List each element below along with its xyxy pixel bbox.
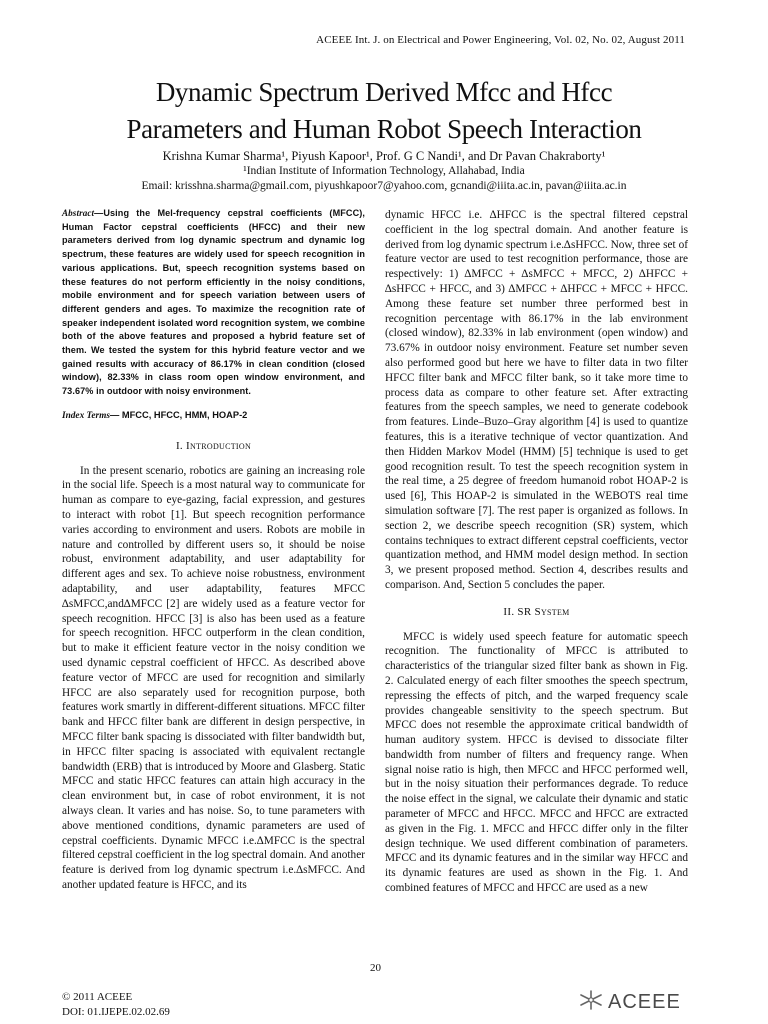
author-emails: Email: krisshna.sharma@gmail.com, piyushkapoor7@yahoo.com, gcnandi@iiita.ac.in, pavan@iiita.ac.in [141, 180, 627, 192]
publisher-logo [578, 989, 681, 1016]
abstract-text: —Using the Mel-frequency cepstral coefficients (MFCC), Human Factor cepstral coefficients (HFCC) and their new parameters derived from log dynamic spectrum and dynamic log spectrum, these features are widely used for speech recognition in various applications. But, speech recognition systems based on these features do not perform efficiently in the noisy conditions, mobile environment and for speech variation between users of different genders and ages. To maximize the recognition rate of speaker independent isolated word recognition system, we combine both of the above features and proposed a hybrid feature set of them. We tested the system for this hybrid feature vector and we gained results with accuracy of 86.17% in clean condition (closed window), 82.33% in class room open window environment, and 73.67% in outdoor with noisy environment. [62, 208, 365, 397]
abstract [62, 207, 365, 399]
copyright: © 2011 ACEEE [62, 991, 133, 1003]
left-column [62, 207, 365, 893]
affiliation: ¹Indian Institute of Information Technology, Allahabad, India [243, 165, 525, 177]
title-line-1: Dynamic Spectrum Derived Mfcc and Hfcc [155, 77, 613, 107]
paper-title [60, 74, 708, 148]
sr-system-paragraph: MFCC is widely used speech feature for automatic speech recognition. The functionality of MFCC is attributed to characteristics of the triangular sized filter bank as shown in Fig. 2. Calculated energy of each filter smoothes the speech spectrum, repressing the effects of pitch, and the warped frequency scale provides changeable sensitivity to the speech spectrum. But MFCC does not resemble the approximate critical bandwidth of human auditory system. HFCC is devised to dissociate filter bandwidth from number of filters and frequency range. When signal noise ratio is high, then MFCC and HFCC performed well, but in the noisy situation their performances degrade. To reduce the noise effect in the signal, we calculate their dynamic and static parameter of MFCC and HFCC. MFCC and HFCC are extracted as given in the Fig. 1. MFCC and HFCC differ only in the filter design technique. We used different combination of parameters. MFCC and its dynamic features and in the similar way HFCC and its dynamic features are used as shown in the Fig. 1. And combined features of MFCC and HFCC are used as a new [385, 630, 688, 895]
author-list: Krishna Kumar Sharma¹, Piyush Kapoor¹, Prof. G C Nandi¹, and Dr Pavan Chakraborty¹ [162, 149, 606, 163]
title-line-2: Parameters and Human Robot Speech Interaction [126, 114, 642, 144]
page-number: 20 [370, 962, 381, 974]
doi: DOI: 01.IJEPE.02.02.69 [62, 1006, 170, 1018]
abstract-label: Abstract [62, 208, 95, 218]
intro-paragraph: In the present scenario, robotics are gaining an increasing role in the social life. Speech is a most natural way to communicate for human as compare to eye-gazing, facial expression, and gestures to interact with robot [1]. But speech recognition performance varies according to environment and users. Robots are mobile in nature and controlled by different users so, it should be noise robust, environment adaptability, and user adaptability for different ages and sex. To achieve noise robustness, environment adaptability, and user adaptability, features MFCC ∆sMFCC,and∆MFCC [2] are widely used as a feature vector for speech recognition. HFCC [3] is also has been used as a feature for speech recognition. HFCC outperform in the clean condition, but to make it efficient feature vector in the noisy condition we used dynamic cepstral coefficient of HFCC. As described above feature vector of MFCC are used for recognition and similarly HFCC are also separately used for recognition purpose, both features work smartly in different-different situations. MFCC filter bank and HFCC filter bank are different in design perspective, in MFCC filter bank spacing is dissociated with filter bandwidth but, in HFCC filter spacing is associated with equivalent rectangle bandwidth (ERB) that is introduced by Moore and Glasberg. Static MFCC and static HFCC features can attain high accuracy in the clean environment but, in case of robot environment, it is not always clean. It varies and has noise. So, to tune parameters with above mentioned conditions, dynamic parameters are used of cepstral coefficients. Dynamic MFCC i.e.∆MFCC is the spectral filtered cepstral coefficient in the log spectral domain. And another feature is derived from log dynamic spectrum i.e.∆sMFCC. And another updated feature is HFCC, and its [62, 464, 365, 891]
section-heading-sr-system: II. SR System [503, 605, 570, 618]
index-terms [62, 409, 365, 423]
footer-info [62, 990, 170, 1020]
index-terms-text: — MFCC, HFCC, HMM, HOAP-2 [109, 409, 248, 420]
intro-continued-paragraph: dynamic HFCC i.e. ∆HFCC is the spectral filtered cepstral coefficient in the log spectral domain. And another feature is derived from log dynamic spectrum i.e.∆sHFCC. Now, three set of feature vector are used to test recognition performance, those are respectively: 1) ∆MFCC + ∆sMFCC + MFCC, 2) ∆HFCC + ∆sHFCC + HFCC, and 3) ∆MFCC + ∆HFCC + MFCC + HFCC. Among these feature set number three performed best in recognition percentage with 86.17% in the lab environment (closed window), 82.33% in lab environment (open window) and 73.67% in outdoor noisy environment. Feature set number seven also performed good but here we have to filter data in two filter HFCC filter bank and MFCC filter bank, so it take more time to process data as compare to other feature set. After extracting features from the speech samples, we need to generate codebook from features. Linde–Buzo–Gray algorithm [4] is used to quantize features, this is a iterative technique of vector quantization. And then Hidden Markov Model (HMM) [5] technique is used to get good recognition result. To test the speech recognition system in the real time, a 25 degree of freedom humanoid robot HOAP-2 is used [6], This HOAP-2 is simulated in the WEBOTS real time simulation software [7]. The rest paper is organized as follows. In section 2, we describe speech recognition (SR) system, which contains techniques to extract different cepstral coefficients, vector quantization method, and HMM model design method. In section 3, we present proposed method. Section 4, describes results and comparison. And, Section 5 concludes the paper. [385, 209, 688, 591]
starburst-icon [578, 989, 604, 1016]
index-terms-label: Index Terms [62, 410, 110, 421]
journal-header: ACEEE Int. J. on Electrical and Power Engineering, Vol. 02, No. 02, August 2011 [316, 34, 685, 46]
right-column [385, 208, 688, 896]
section-heading-introduction: I. Introduction [175, 439, 252, 452]
logo-text: ACEEE [608, 991, 681, 1013]
